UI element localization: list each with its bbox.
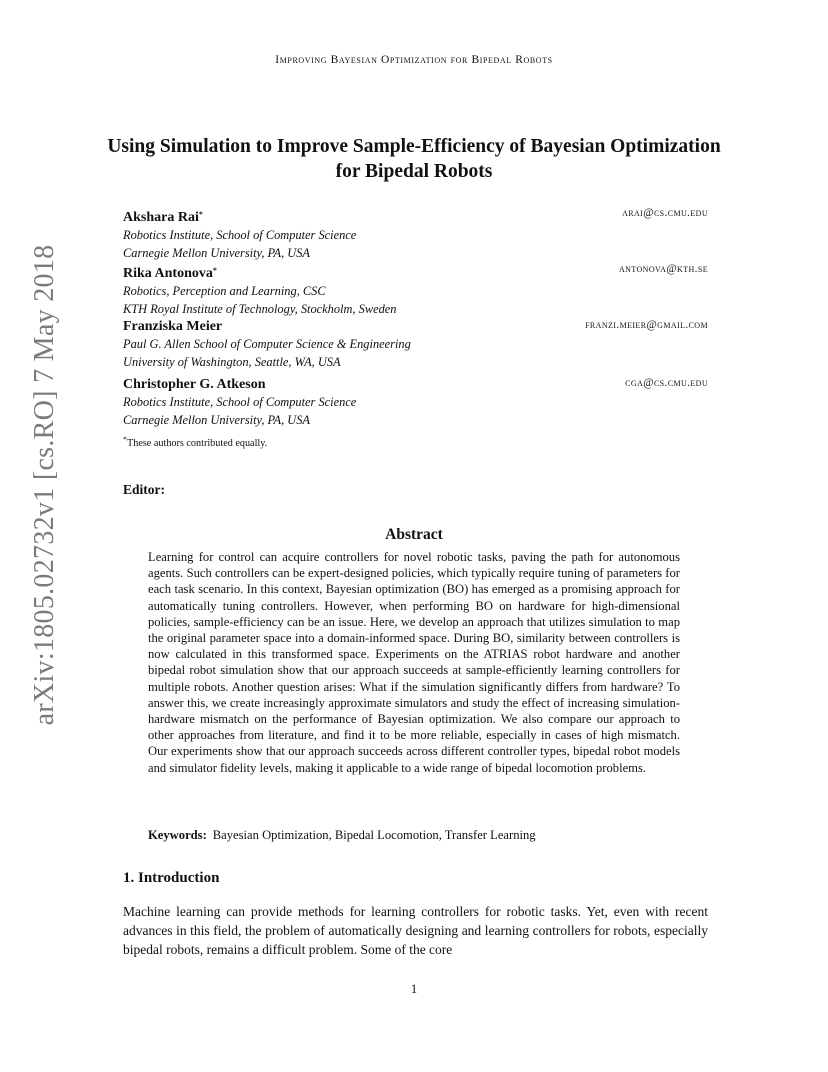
abstract-text: Learning for control can acquire controllers for novel robotic tasks, paving the path for autonomous agents. Such controllers can be expert-designed policies, which typically require tuning of parameters for each task scenario. In this context, Bayesian optimization (BO) has emerged as a promising approach for automatically tuning controllers. However, when performing BO on hardware for high-dimensional policies, sample-efficiency can be an issue. Here, we develop an approach that utilizes simulation to map the original parameter space into a domain-informed space. During BO, similarity between controllers is now calculated in this transformed space. Experiments on the ATRIAS robot hardware and another bipedal robot simulation show that our approach succeeds at sample-efficiently learning controllers for multiple robots. Another question arises: What if the simulation significantly differs from hardware? To answer this, we create increasingly approximate simulators and study the effect of increasing simulation-hardware mismatch on the performance of Bayesian optimization. We also compare our approach to other approaches from literature, and find it to be more reliable, especially in cases of high mismatch. Our experiments show that our approach succeeds across different controller types, bipedal robot models and simulator fidelity levels, making it applicable to a wide range of bipedal locomotion problems. [148, 550, 680, 775]
author-email[interactable]: cga@cs.cmu.edu [625, 377, 708, 389]
arxiv-identifier: arXiv:1805.02732v1 [cs.RO] 7 May 2018 [29, 244, 60, 726]
author-email[interactable]: arai@cs.cmu.edu [622, 207, 708, 219]
editor-label: Editor: [123, 482, 165, 497]
author-block [123, 376, 708, 429]
author-name: Franziska Meier [123, 319, 223, 334]
keywords-text: Bayesian Optimization, Bipedal Locomotion, Transfer Learning [212, 828, 536, 842]
author-affiliation: Paul G. Allen School of Computer Science & Engineering [123, 337, 411, 351]
author-affiliation: Robotics Institute, School of Computer Science [123, 228, 357, 242]
author-email[interactable]: franzi.meier@gmail.com [585, 319, 708, 331]
author-affiliation: Robotics, Perception and Learning, CSC [123, 284, 326, 298]
introduction-text: Machine learning can provide methods for learning controllers for robotic tasks. Yet, even with recent advances in this field, the problem of automatically designing and learning controllers for robots, especially bipedal robots, remains a difficult problem. Some of the core [123, 904, 708, 957]
author-affiliation: KTH Royal Institute of Technology, Stockholm, Sweden [123, 301, 397, 316]
author-name: Rika Antonova [123, 266, 213, 281]
section-heading-introduction: 1. Introduction [123, 870, 220, 886]
footnote-text: These authors contributed equally. [127, 438, 268, 449]
author-affiliation: Robotics Institute, School of Computer Science [123, 395, 357, 409]
author-email[interactable]: antonova@kth.se [618, 263, 708, 275]
author-affiliation: University of Washington, Seattle, WA, USA [123, 354, 341, 369]
author-block [123, 318, 708, 371]
page-number: 1 [410, 982, 418, 996]
equal-contribution-marker: * [198, 210, 203, 219]
abstract-heading: Abstract [385, 526, 443, 543]
equal-contribution-footnote [123, 435, 267, 449]
author-block [123, 262, 708, 318]
keywords-label: Keywords: [148, 828, 207, 842]
keywords-line [148, 828, 688, 843]
author-block [123, 206, 708, 262]
author-name: Christopher G. Atkeson [123, 377, 266, 392]
running-head: Improving Bayesian Optimization for Bipedal Robots [275, 54, 553, 66]
paper-title: Using Simulation to Improve Sample-Efficiency of Bayesian Optimization for Bipedal Robots [107, 136, 721, 182]
author-affiliation: Carnegie Mellon University, PA, USA [123, 412, 310, 427]
author-name: Akshara Rai [123, 210, 199, 225]
equal-contribution-marker: * [212, 266, 217, 275]
author-affiliation: Carnegie Mellon University, PA, USA [123, 245, 310, 260]
footnote-marker: * [123, 435, 127, 444]
